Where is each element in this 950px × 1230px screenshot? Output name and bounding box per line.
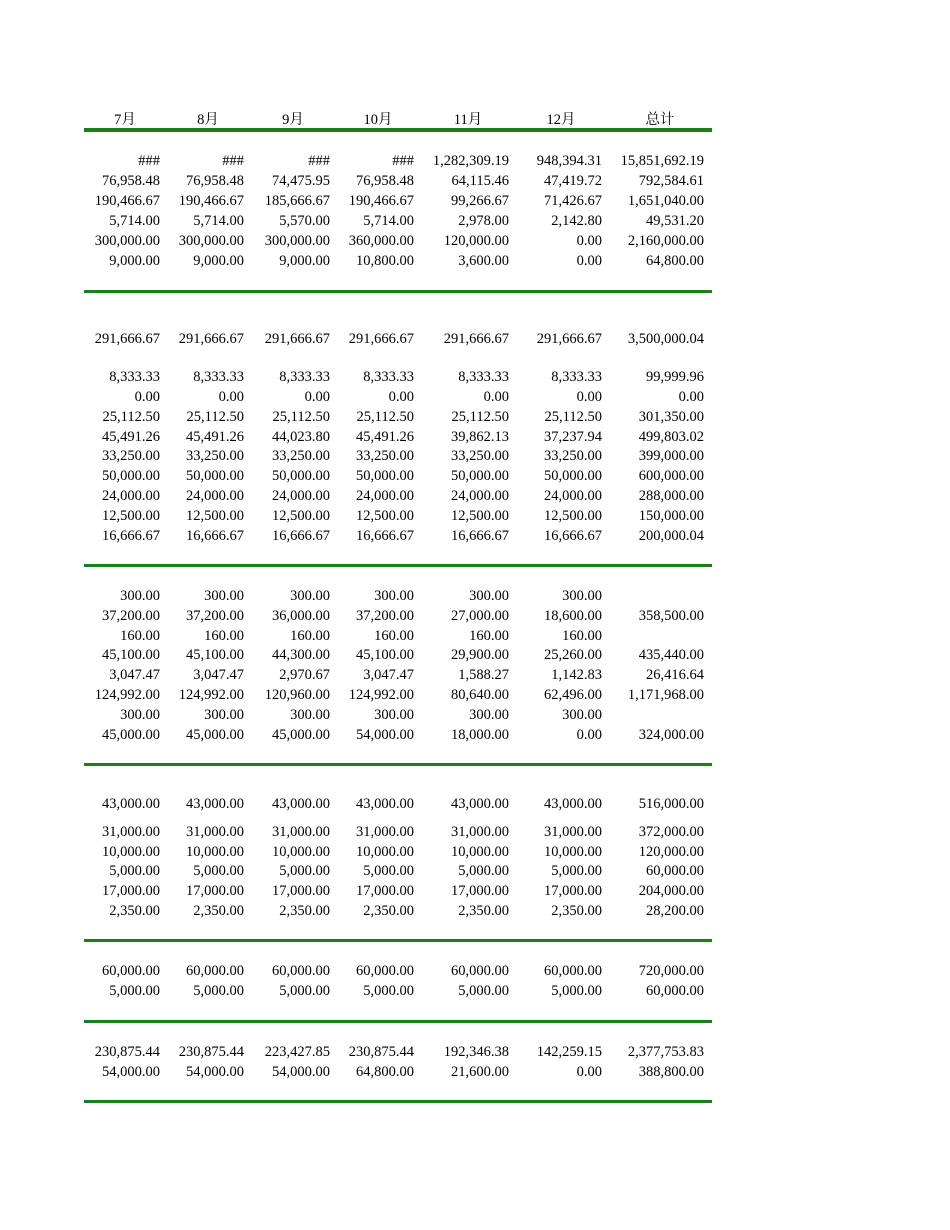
month-cell: 31,000.00 bbox=[102, 824, 160, 840]
month-cell: 8,333.33 bbox=[551, 369, 602, 385]
month-cell: 17,000.00 bbox=[102, 883, 160, 899]
month-cell: 2,350.00 bbox=[279, 903, 330, 919]
section-divider bbox=[84, 290, 712, 293]
month-cell: 16,666.67 bbox=[451, 528, 509, 544]
month-cell: 300.00 bbox=[469, 588, 509, 604]
month-cell: 2,350.00 bbox=[193, 903, 244, 919]
month-cell: 60,000.00 bbox=[272, 963, 330, 979]
month-cell: 2,350.00 bbox=[363, 903, 414, 919]
month-cell: 12,500.00 bbox=[102, 508, 160, 524]
total-cell: 200,000.04 bbox=[638, 528, 704, 544]
month-cell: 8,333.33 bbox=[279, 369, 330, 385]
month-cell: 9,000.00 bbox=[193, 253, 244, 269]
total-cell: 720,000.00 bbox=[638, 963, 704, 979]
month-cell: 45,491.26 bbox=[102, 429, 160, 445]
month-cell: 25,112.50 bbox=[356, 409, 414, 425]
month-cell: ### bbox=[222, 153, 244, 169]
month-cell: 5,000.00 bbox=[193, 983, 244, 999]
month-cell: 5,000.00 bbox=[193, 863, 244, 879]
total-cell: 49,531.20 bbox=[646, 213, 704, 229]
month-cell: 50,000.00 bbox=[272, 468, 330, 484]
month-cell: 9,000.00 bbox=[279, 253, 330, 269]
month-cell: 25,112.50 bbox=[544, 409, 602, 425]
month-cell: 33,250.00 bbox=[102, 448, 160, 464]
total-cell: 301,350.00 bbox=[638, 409, 704, 425]
month-cell: 160.00 bbox=[290, 628, 330, 644]
total-cell: 2,160,000.00 bbox=[627, 233, 704, 249]
month-cell: 24,000.00 bbox=[451, 488, 509, 504]
month-cell: 9,000.00 bbox=[109, 253, 160, 269]
month-cell: 24,000.00 bbox=[102, 488, 160, 504]
month-cell: 0.00 bbox=[304, 389, 330, 405]
month-cell: 54,000.00 bbox=[186, 1064, 244, 1080]
month-cell: 291,666.67 bbox=[94, 331, 160, 347]
month-cell: 31,000.00 bbox=[356, 824, 414, 840]
month-cell: 16,666.67 bbox=[544, 528, 602, 544]
month-cell: 44,023.80 bbox=[272, 429, 330, 445]
month-cell: 300.00 bbox=[204, 707, 244, 723]
month-cell: 45,000.00 bbox=[272, 727, 330, 743]
section-divider bbox=[84, 564, 712, 567]
month-cell: 39,862.13 bbox=[451, 429, 509, 445]
month-cell: 43,000.00 bbox=[102, 796, 160, 812]
month-cell: 0.00 bbox=[576, 727, 602, 743]
total-cell: 28,200.00 bbox=[646, 903, 704, 919]
month-cell: 37,200.00 bbox=[356, 608, 414, 624]
month-cell: 5,714.00 bbox=[193, 213, 244, 229]
month-cell: 50,000.00 bbox=[451, 468, 509, 484]
month-cell: ### bbox=[392, 153, 414, 169]
month-cell: 17,000.00 bbox=[186, 883, 244, 899]
month-cell: 300,000.00 bbox=[264, 233, 330, 249]
month-cell: 291,666.67 bbox=[264, 331, 330, 347]
total-cell: 60,000.00 bbox=[646, 863, 704, 879]
month-cell: 0.00 bbox=[218, 389, 244, 405]
month-cell: 124,992.00 bbox=[178, 687, 244, 703]
month-cell: 76,958.48 bbox=[186, 173, 244, 189]
month-cell: 16,666.67 bbox=[356, 528, 414, 544]
column-header: 10月 bbox=[363, 112, 393, 128]
month-cell: 10,000.00 bbox=[102, 844, 160, 860]
month-cell: 37,237.94 bbox=[544, 429, 602, 445]
month-cell: 124,992.00 bbox=[94, 687, 160, 703]
total-cell: 792,584.61 bbox=[638, 173, 704, 189]
month-cell: 5,000.00 bbox=[279, 983, 330, 999]
column-header: 7月 bbox=[114, 112, 136, 128]
month-cell: 1,142.83 bbox=[551, 667, 602, 683]
month-cell: 185,666.67 bbox=[264, 193, 330, 209]
month-cell: 1,282,309.19 bbox=[432, 153, 509, 169]
total-cell: 516,000.00 bbox=[638, 796, 704, 812]
month-cell: 60,000.00 bbox=[186, 963, 244, 979]
month-cell: 8,333.33 bbox=[458, 369, 509, 385]
month-cell: ### bbox=[308, 153, 330, 169]
month-cell: 291,666.67 bbox=[443, 331, 509, 347]
month-cell: 3,600.00 bbox=[458, 253, 509, 269]
month-cell: 5,714.00 bbox=[109, 213, 160, 229]
month-cell: 5,000.00 bbox=[109, 863, 160, 879]
month-cell: 31,000.00 bbox=[451, 824, 509, 840]
month-cell: 230,875.44 bbox=[178, 1044, 244, 1060]
month-cell: 60,000.00 bbox=[356, 963, 414, 979]
total-cell: 1,651,040.00 bbox=[627, 193, 704, 209]
month-cell: 76,958.48 bbox=[102, 173, 160, 189]
month-cell: 24,000.00 bbox=[186, 488, 244, 504]
total-cell: 2,377,753.83 bbox=[627, 1044, 704, 1060]
month-cell: 300.00 bbox=[562, 588, 602, 604]
month-cell: 10,000.00 bbox=[451, 844, 509, 860]
total-cell: 499,803.02 bbox=[638, 429, 704, 445]
month-cell: 45,000.00 bbox=[102, 727, 160, 743]
month-cell: 18,600.00 bbox=[544, 608, 602, 624]
month-cell: 142,259.15 bbox=[536, 1044, 602, 1060]
total-cell: 99,999.96 bbox=[646, 369, 704, 385]
month-cell: 45,100.00 bbox=[102, 647, 160, 663]
month-cell: 120,000.00 bbox=[443, 233, 509, 249]
month-cell: 45,491.26 bbox=[186, 429, 244, 445]
month-cell: 31,000.00 bbox=[186, 824, 244, 840]
month-cell: 120,960.00 bbox=[264, 687, 330, 703]
month-cell: 47,419.72 bbox=[544, 173, 602, 189]
month-cell: 2,350.00 bbox=[551, 903, 602, 919]
month-cell: 12,500.00 bbox=[272, 508, 330, 524]
month-cell: 43,000.00 bbox=[544, 796, 602, 812]
column-header: 9月 bbox=[282, 112, 304, 128]
month-cell: 10,000.00 bbox=[544, 844, 602, 860]
month-cell: 16,666.67 bbox=[272, 528, 330, 544]
month-cell: 5,570.00 bbox=[279, 213, 330, 229]
total-cell: 399,000.00 bbox=[638, 448, 704, 464]
month-cell: 291,666.67 bbox=[348, 331, 414, 347]
month-cell: 300.00 bbox=[374, 707, 414, 723]
total-cell: 60,000.00 bbox=[646, 983, 704, 999]
month-cell: 1,588.27 bbox=[458, 667, 509, 683]
total-cell: 0.00 bbox=[678, 389, 704, 405]
month-cell: 50,000.00 bbox=[544, 468, 602, 484]
month-cell: 21,600.00 bbox=[451, 1064, 509, 1080]
month-cell: 60,000.00 bbox=[451, 963, 509, 979]
month-cell: 60,000.00 bbox=[102, 963, 160, 979]
month-cell: 74,475.95 bbox=[272, 173, 330, 189]
month-cell: 2,142.80 bbox=[551, 213, 602, 229]
month-cell: 192,346.38 bbox=[443, 1044, 509, 1060]
month-cell: 12,500.00 bbox=[356, 508, 414, 524]
month-cell: 24,000.00 bbox=[544, 488, 602, 504]
month-cell: 25,112.50 bbox=[451, 409, 509, 425]
total-cell: 1,171,968.00 bbox=[627, 687, 704, 703]
month-cell: 25,260.00 bbox=[544, 647, 602, 663]
month-cell: 300.00 bbox=[204, 588, 244, 604]
total-cell: 15,851,692.19 bbox=[620, 153, 704, 169]
month-cell: 44,300.00 bbox=[272, 647, 330, 663]
month-cell: 190,466.67 bbox=[348, 193, 414, 209]
month-cell: 43,000.00 bbox=[356, 796, 414, 812]
month-cell: 160.00 bbox=[469, 628, 509, 644]
column-header: 8月 bbox=[197, 112, 219, 128]
month-cell: 5,000.00 bbox=[551, 983, 602, 999]
month-cell: 45,491.26 bbox=[356, 429, 414, 445]
month-cell: 3,047.47 bbox=[109, 667, 160, 683]
month-cell: 18,000.00 bbox=[451, 727, 509, 743]
month-cell: 5,000.00 bbox=[363, 983, 414, 999]
month-cell: 2,350.00 bbox=[458, 903, 509, 919]
month-cell: 360,000.00 bbox=[348, 233, 414, 249]
month-cell: 160.00 bbox=[204, 628, 244, 644]
column-header: 11月 bbox=[453, 112, 483, 128]
month-cell: 300.00 bbox=[562, 707, 602, 723]
month-cell: 24,000.00 bbox=[272, 488, 330, 504]
month-cell: 300,000.00 bbox=[94, 233, 160, 249]
month-cell: 36,000.00 bbox=[272, 608, 330, 624]
month-cell: 12,500.00 bbox=[451, 508, 509, 524]
month-cell: 190,466.67 bbox=[94, 193, 160, 209]
month-cell: 33,250.00 bbox=[186, 448, 244, 464]
month-cell: 160.00 bbox=[374, 628, 414, 644]
month-cell: 0.00 bbox=[576, 1064, 602, 1080]
total-cell: 288,000.00 bbox=[638, 488, 704, 504]
month-cell: 0.00 bbox=[483, 389, 509, 405]
month-cell: 0.00 bbox=[134, 389, 160, 405]
month-cell: 62,496.00 bbox=[544, 687, 602, 703]
total-cell: 324,000.00 bbox=[638, 727, 704, 743]
month-cell: 2,970.67 bbox=[279, 667, 330, 683]
month-cell: 43,000.00 bbox=[451, 796, 509, 812]
month-cell: 291,666.67 bbox=[536, 331, 602, 347]
month-cell: 16,666.67 bbox=[102, 528, 160, 544]
month-cell: 45,100.00 bbox=[356, 647, 414, 663]
section-divider bbox=[84, 763, 712, 766]
month-cell: 25,112.50 bbox=[102, 409, 160, 425]
month-cell: 948,394.31 bbox=[536, 153, 602, 169]
month-cell: 300.00 bbox=[469, 707, 509, 723]
month-cell: 60,000.00 bbox=[544, 963, 602, 979]
month-cell: 17,000.00 bbox=[356, 883, 414, 899]
month-cell: 33,250.00 bbox=[544, 448, 602, 464]
month-cell: ### bbox=[138, 153, 160, 169]
month-cell: 43,000.00 bbox=[186, 796, 244, 812]
month-cell: 3,047.47 bbox=[363, 667, 414, 683]
month-cell: 50,000.00 bbox=[102, 468, 160, 484]
month-cell: 3,047.47 bbox=[193, 667, 244, 683]
total-cell: 600,000.00 bbox=[638, 468, 704, 484]
month-cell: 29,900.00 bbox=[451, 647, 509, 663]
month-cell: 54,000.00 bbox=[102, 1064, 160, 1080]
month-cell: 45,000.00 bbox=[186, 727, 244, 743]
month-cell: 17,000.00 bbox=[451, 883, 509, 899]
total-cell: 358,500.00 bbox=[638, 608, 704, 624]
month-cell: 0.00 bbox=[576, 389, 602, 405]
month-cell: 17,000.00 bbox=[544, 883, 602, 899]
month-cell: 64,800.00 bbox=[356, 1064, 414, 1080]
month-cell: 25,112.50 bbox=[272, 409, 330, 425]
month-cell: 25,112.50 bbox=[186, 409, 244, 425]
month-cell: 76,958.48 bbox=[356, 173, 414, 189]
month-cell: 291,666.67 bbox=[178, 331, 244, 347]
month-cell: 124,992.00 bbox=[348, 687, 414, 703]
total-cell: 64,800.00 bbox=[646, 253, 704, 269]
month-cell: 230,875.44 bbox=[348, 1044, 414, 1060]
month-cell: 300.00 bbox=[290, 707, 330, 723]
month-cell: 8,333.33 bbox=[109, 369, 160, 385]
month-cell: 24,000.00 bbox=[356, 488, 414, 504]
section-divider bbox=[84, 1020, 712, 1023]
column-header: 总计 bbox=[645, 112, 675, 128]
month-cell: 8,333.33 bbox=[363, 369, 414, 385]
month-cell: 300.00 bbox=[290, 588, 330, 604]
month-cell: 0.00 bbox=[388, 389, 414, 405]
month-cell: 16,666.67 bbox=[186, 528, 244, 544]
total-cell: 26,416.64 bbox=[646, 667, 704, 683]
month-cell: 12,500.00 bbox=[544, 508, 602, 524]
month-cell: 5,000.00 bbox=[551, 863, 602, 879]
month-cell: 64,115.46 bbox=[451, 173, 509, 189]
month-cell: 71,426.67 bbox=[544, 193, 602, 209]
month-cell: 31,000.00 bbox=[544, 824, 602, 840]
month-cell: 54,000.00 bbox=[356, 727, 414, 743]
month-cell: 160.00 bbox=[562, 628, 602, 644]
month-cell: 160.00 bbox=[120, 628, 160, 644]
month-cell: 190,466.67 bbox=[178, 193, 244, 209]
month-cell: 37,200.00 bbox=[102, 608, 160, 624]
month-cell: 10,800.00 bbox=[356, 253, 414, 269]
total-cell: 120,000.00 bbox=[638, 844, 704, 860]
total-cell bbox=[594, 706, 704, 724]
month-cell: 99,266.67 bbox=[451, 193, 509, 209]
month-cell: 43,000.00 bbox=[272, 796, 330, 812]
month-cell: 10,000.00 bbox=[356, 844, 414, 860]
month-cell: 5,000.00 bbox=[279, 863, 330, 879]
month-cell: 10,000.00 bbox=[272, 844, 330, 860]
total-cell bbox=[594, 627, 704, 645]
month-cell: 33,250.00 bbox=[451, 448, 509, 464]
month-cell: 300.00 bbox=[374, 588, 414, 604]
total-cell bbox=[594, 587, 704, 605]
total-cell: 435,440.00 bbox=[638, 647, 704, 663]
month-cell: 5,000.00 bbox=[363, 863, 414, 879]
header-divider bbox=[84, 128, 712, 132]
month-cell: 0.00 bbox=[576, 233, 602, 249]
month-cell: 5,714.00 bbox=[363, 213, 414, 229]
month-cell: 10,000.00 bbox=[186, 844, 244, 860]
month-cell: 54,000.00 bbox=[272, 1064, 330, 1080]
total-cell: 3,500,000.04 bbox=[627, 331, 704, 347]
month-cell: 5,000.00 bbox=[458, 863, 509, 879]
month-cell: 50,000.00 bbox=[356, 468, 414, 484]
month-cell: 300.00 bbox=[120, 707, 160, 723]
total-cell: 372,000.00 bbox=[638, 824, 704, 840]
section-divider bbox=[84, 1100, 712, 1103]
month-cell: 27,000.00 bbox=[451, 608, 509, 624]
total-cell: 150,000.00 bbox=[638, 508, 704, 524]
month-cell: 2,350.00 bbox=[109, 903, 160, 919]
month-cell: 230,875.44 bbox=[94, 1044, 160, 1060]
total-cell: 388,800.00 bbox=[638, 1064, 704, 1080]
section-divider bbox=[84, 939, 712, 942]
month-cell: 17,000.00 bbox=[272, 883, 330, 899]
month-cell: 2,978.00 bbox=[458, 213, 509, 229]
month-cell: 223,427.85 bbox=[264, 1044, 330, 1060]
month-cell: 12,500.00 bbox=[186, 508, 244, 524]
month-cell: 5,000.00 bbox=[109, 983, 160, 999]
total-cell: 204,000.00 bbox=[638, 883, 704, 899]
month-cell: 37,200.00 bbox=[186, 608, 244, 624]
column-header: 12月 bbox=[546, 112, 576, 128]
month-cell: 80,640.00 bbox=[451, 687, 509, 703]
month-cell: 8,333.33 bbox=[193, 369, 244, 385]
month-cell: 300,000.00 bbox=[178, 233, 244, 249]
month-cell: 300.00 bbox=[120, 588, 160, 604]
month-cell: 33,250.00 bbox=[356, 448, 414, 464]
month-cell: 45,100.00 bbox=[186, 647, 244, 663]
month-cell: 50,000.00 bbox=[186, 468, 244, 484]
month-cell: 0.00 bbox=[576, 253, 602, 269]
month-cell: 5,000.00 bbox=[458, 983, 509, 999]
month-cell: 31,000.00 bbox=[272, 824, 330, 840]
month-cell: 33,250.00 bbox=[272, 448, 330, 464]
